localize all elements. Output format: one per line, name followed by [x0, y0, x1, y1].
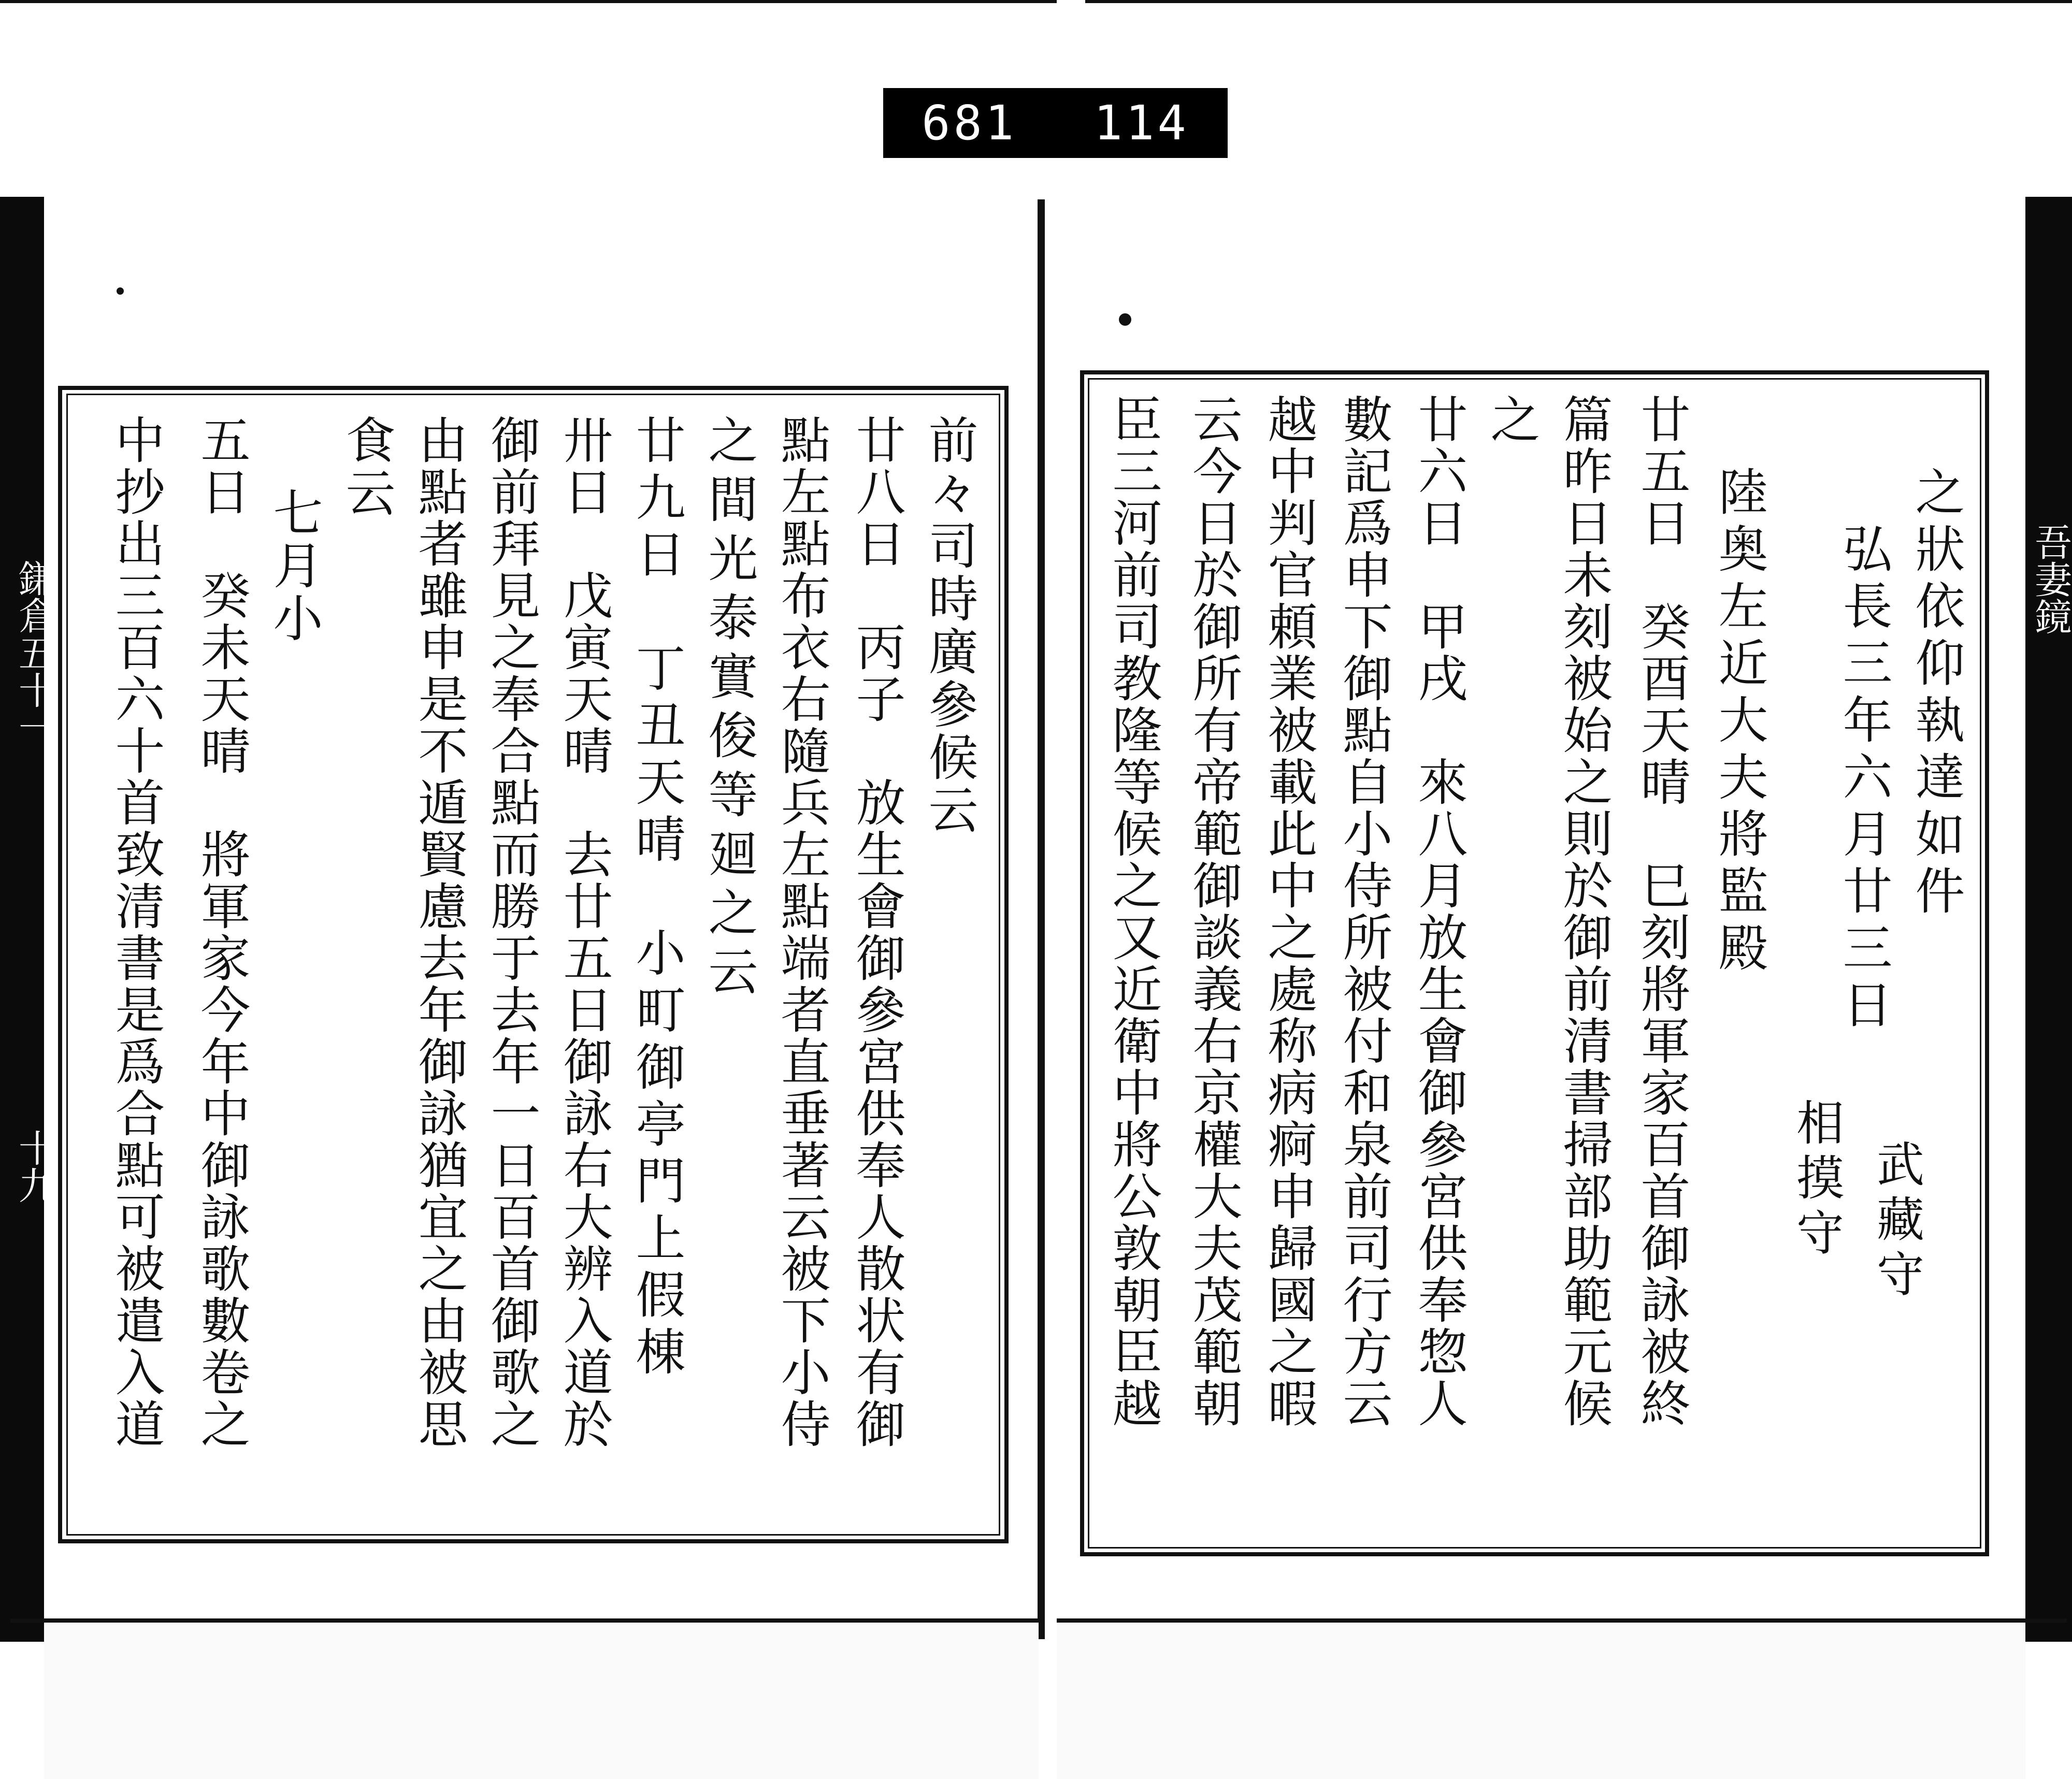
lower-area-right [1057, 1623, 2025, 1779]
left-col-9: 食云 [338, 414, 396, 520]
left-col-3: 點左點布衣右隨兵左點端者直垂著云被下小侍 [773, 414, 831, 1450]
right-col-13: 臣三河前司教隆等候之又近衛中將公敦朝臣越 [1104, 394, 1162, 1429]
left-margin-title: 鎌倉五十一 [12, 559, 56, 746]
right-col-4: 相摸守 [1789, 1098, 1844, 1263]
right-col-7: 篇昨日未刻被始之則於御前清書掃部助範元候 [1555, 394, 1613, 1429]
right-col-12: 云今日於御所有帝範御談義右京權大夫茂範朝 [1185, 394, 1243, 1429]
left-col-7: 御前拜見之奉合點而勝于去年一日百首御歌之 [483, 414, 541, 1450]
right-col-9: 廿六日 甲戌 來八月放生會御參宮供奉惣人 [1410, 394, 1468, 1429]
left-col-5: 廿九日 丁丑天晴 小町御亭門上假棟 [628, 414, 686, 1383]
top-rule-left [0, 0, 1057, 3]
right-col-2: 弘長三年六月廿三日 [1835, 523, 1893, 1036]
page-bottom-edge-left [10, 1618, 1039, 1623]
right-col-1: 之狀依仰執達如件 [1907, 466, 1965, 922]
right-col-6: 廿五日 癸酉天晴 巳刻將軍家百首御詠被終 [1633, 394, 1691, 1429]
label-number-right: 114 [1093, 95, 1189, 151]
ink-dot [1119, 313, 1131, 326]
left-margin-page: 十九 [12, 1129, 56, 1204]
ink-dot [117, 287, 124, 295]
left-col-10: 七月小 [265, 487, 323, 645]
binding-edge-left [0, 197, 44, 1642]
left-col-2: 廿八日 丙子 放生會御參宮供奉人散状有御 [848, 414, 906, 1450]
left-col-6: 卅日 戊寅天晴 去廿五日御詠右大辨入道於 [555, 414, 613, 1450]
right-col-10: 數記爲申下御點自小侍所被付和泉前司行方云 [1335, 394, 1393, 1429]
archive-label [883, 88, 1228, 158]
left-col-1: 前々司時廣參候云 [920, 414, 979, 837]
left-col-4: 之間光泰實俊等廻之云 [700, 414, 758, 1005]
lower-area-left [44, 1623, 1039, 1779]
left-col-12: 中抄出三百六十首致清書是爲合點可被遣入道 [107, 414, 165, 1450]
right-margin-title: 吾妻鏡 [2028, 523, 2072, 635]
right-col-11: 越中判官頼業被載此中之處称病痾申歸國之暇 [1260, 394, 1318, 1429]
right-col-3: 武藏守 [1869, 1139, 1924, 1304]
page-bottom-edge-right [1057, 1618, 2067, 1623]
left-col-8: 由點者雖申是不遁賢慮去年御詠猶宜之由被思 [410, 414, 468, 1450]
top-rule-right [1085, 0, 2072, 3]
binding-edge-right [2025, 197, 2072, 1642]
left-col-11: 五日 癸未天晴 將軍家今年中御詠歌數卷之 [193, 414, 251, 1450]
book-spine [1038, 199, 1045, 1639]
right-col-5: 陸奥左近大夫將監殿 [1710, 466, 1768, 979]
label-number-left: 681 [922, 95, 1017, 151]
right-col-8: 之 [1483, 394, 1541, 446]
